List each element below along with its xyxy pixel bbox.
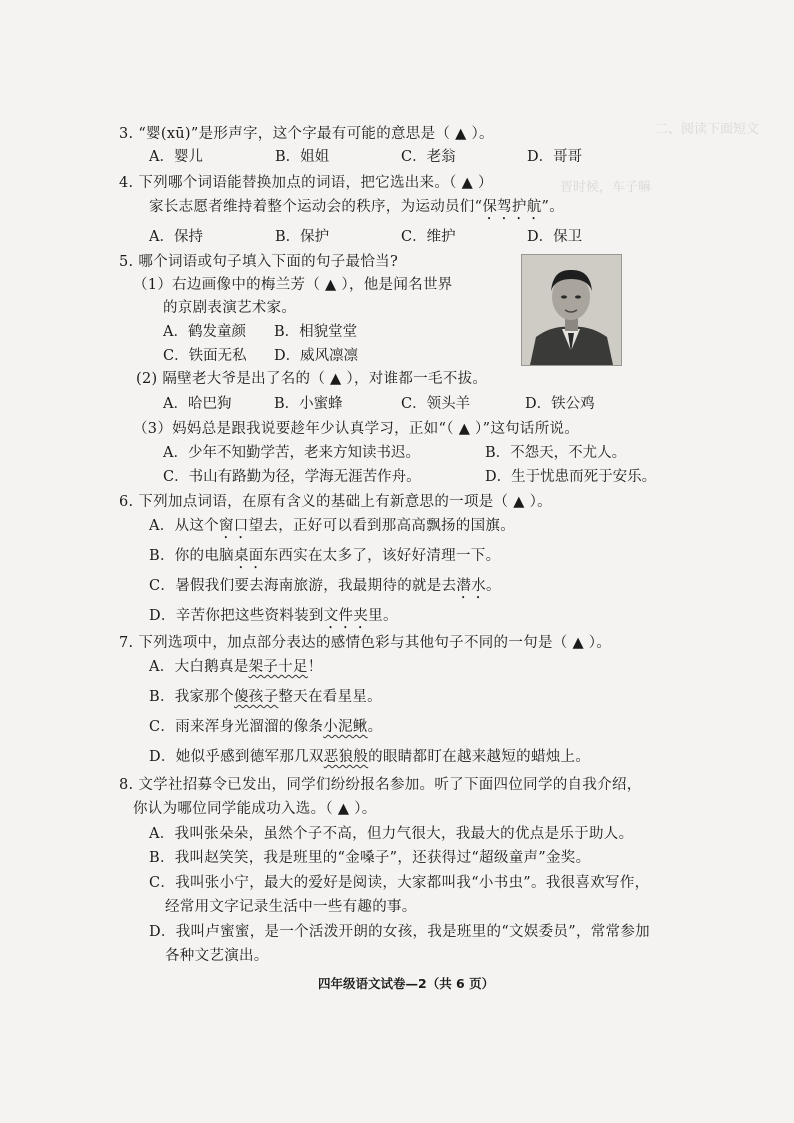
q4-option-a: A．保持 (149, 229, 203, 245)
q3-option-a: A．婴儿 (149, 149, 203, 165)
q8-option-d-line2: 各种文艺演出。 (165, 948, 269, 964)
q8-option-d-line1: D．我叫卢蜜蜜，是一个活泼开朗的女孩，我是班里的“文娱委员”，常常参加 (149, 924, 650, 940)
q6-option-d (149, 606, 398, 632)
q5-sub2-option-d: D．铁公鸡 (525, 396, 595, 412)
q5-sub1-line2: 的京剧表演艺术家。 (163, 300, 297, 316)
q6-d-dotted-word: 文件夹 (323, 608, 369, 624)
q7-option-a (149, 657, 323, 677)
q4-option-d: D．保卫 (527, 229, 583, 245)
q7-c-text-end: 。 (367, 719, 383, 735)
q4-dotted-word: 保驾护航 (482, 199, 542, 215)
q6-c-text-end: 。 (486, 578, 501, 594)
q6-a-text: A．从这个 (149, 518, 219, 534)
q4-sentence-text: 家长志愿者维持着整个运动会的秩序，为运动员们“ (149, 199, 483, 215)
q5-sub1-line1: （1）右边画像中的梅兰芳（ ▲ ），他是闻名世界 (133, 277, 453, 293)
q7-c-text: C．雨来浑身光溜溜的像条 (149, 719, 324, 735)
q7-option-d (149, 747, 590, 767)
q4-option-b: B．保护 (275, 229, 330, 245)
q5-sub1-option-c: C．铁面无私 (163, 348, 247, 364)
q8-option-a: A．我叫张朵朵，虽然个子不高，但力气很大，我最大的优点是乐于助人。 (149, 826, 634, 842)
q8-option-c-line1: C．我叫张小宁，最大的爱好是阅读，大家都叫我“小书虫”。我很喜欢写作， (149, 875, 650, 891)
q6-option-b (149, 546, 500, 572)
q6-stem: 6. 下列加点词语，在原有含义的基础上有新意思的一项是（ ▲ ）。 (119, 494, 552, 510)
q7-d-marked-phrase: 恶狼般 (323, 749, 369, 765)
page-footer: 四年级语文试卷—2（共 6 页） (318, 976, 495, 991)
q8-stem-line1: 8. 文学社招募令已发出，同学们纷纷报名参加。听了下面四位同学的自我介绍， (119, 777, 642, 793)
q5-sub1-option-b: B．相貌堂堂 (274, 324, 358, 340)
q5-sub2-option-b: B．小蜜蜂 (274, 396, 343, 412)
q6-a-text-end: 望去，正好可以看到那高高飘扬的国旗。 (248, 518, 515, 534)
q7-c-marked-phrase: 小泥鳅 (323, 719, 368, 735)
q4-option-c: C．维护 (401, 229, 456, 245)
q8-stem-line2: 你认为哪位同学能成功入选。（ ▲ ）。 (133, 801, 377, 817)
q6-d-text: D．辛苦你把这些资料装到 (149, 608, 324, 624)
q3-option-d: D．哥哥 (527, 149, 583, 165)
q6-option-c (149, 576, 501, 602)
q7-a-text-end: ！ (307, 659, 323, 675)
q7-a-text: A．大白鹅真是 (149, 659, 249, 675)
q5-sub3-option-b: B．不怨天，不尤人。 (485, 445, 627, 461)
q5-sub2-option-c: C．领头羊 (401, 396, 471, 412)
q5-sub2-option-a: A．哈巴狗 (163, 396, 232, 412)
q5-sub1-option-a: A．鹤发童颜 (163, 324, 246, 340)
q6-c-text: C．暑假我们要去海南旅游，我最期待的就是去 (149, 578, 457, 594)
q6-c-dotted-word: 潜水 (456, 578, 487, 594)
q6-option-a (149, 516, 515, 542)
q7-b-marked-phrase: 傻孩子 (233, 689, 279, 705)
q6-b-dotted-word: 桌面 (233, 548, 264, 564)
bleed-through-text: 晋时候，车子嘛 (560, 180, 652, 195)
q5-sub3-line: （3）妈妈总是跟我说要趁年少认真学习，正如“（ ▲ ）”这句话所说。 (133, 421, 580, 437)
q7-d-text-end: 的眼睛都盯在越来越短的蜡烛上。 (368, 749, 591, 765)
q6-d-text-end: 里。 (368, 608, 398, 624)
q8-option-b: B．我叫赵笑笑，我是班里的“金嗓子”，还获得过“超级童声”金奖。 (149, 850, 591, 866)
q3-option-b: B．姐姐 (275, 149, 330, 165)
q7-a-marked-phrase: 架子十足 (248, 659, 308, 675)
q5-sub3-option-a: A．少年不知勤学苦，老来方知读书迟。 (163, 445, 420, 461)
q4-sentence-end: ”。 (541, 199, 565, 215)
mei-lanfang-portrait (521, 254, 622, 366)
bleed-through-text: 二、阅读下面短文 (655, 122, 760, 137)
q4-stem: 4. 下列哪个词语能替换加点的词语，把它选出来。（ ▲ ） (119, 175, 493, 191)
q5-sub3-option-c: C．书山有路勤为径，学海无涯苦作舟。 (163, 469, 421, 485)
q5-sub3-option-d: D．生于忧患而死于安乐。 (485, 469, 657, 485)
q5-stem: 5. 哪个词语或句子填入下面的句子最恰当? (119, 254, 399, 270)
q8-option-c-line2: 经常用文字记录生活中一些有趣的事。 (165, 899, 417, 915)
q7-option-c (149, 717, 382, 737)
q6-a-dotted-word: 窗口 (218, 518, 249, 534)
q4-sentence (149, 197, 564, 223)
q7-d-text: D．她似乎感到德军那几双 (149, 749, 324, 765)
q3-stem: 3. “婴(xū)”是形声字，这个字最有可能的意思是（ ▲ ）。 (119, 126, 494, 142)
q7-b-text-end: 整天在看星星。 (278, 689, 382, 705)
q7-option-b (149, 687, 382, 707)
q3-option-c: C．老翁 (401, 149, 456, 165)
q7-stem: 7. 下列选项中，加点部分表达的感情色彩与其他句子不同的一句是（ ▲ ）。 (119, 635, 612, 651)
q7-b-text: B．我家那个 (149, 689, 234, 705)
q5-sub1-option-d: D．威风凛凛 (274, 348, 359, 364)
q6-b-text-end: 东西实在太多了，该好好清理一下。 (263, 548, 501, 564)
q5-sub2-line: (2) 隔壁老大爷是出了名的（ ▲ ），对谁都一毛不拔。 (136, 371, 488, 387)
portrait-image (522, 255, 621, 365)
q6-b-text: B．你的电脑 (149, 548, 234, 564)
